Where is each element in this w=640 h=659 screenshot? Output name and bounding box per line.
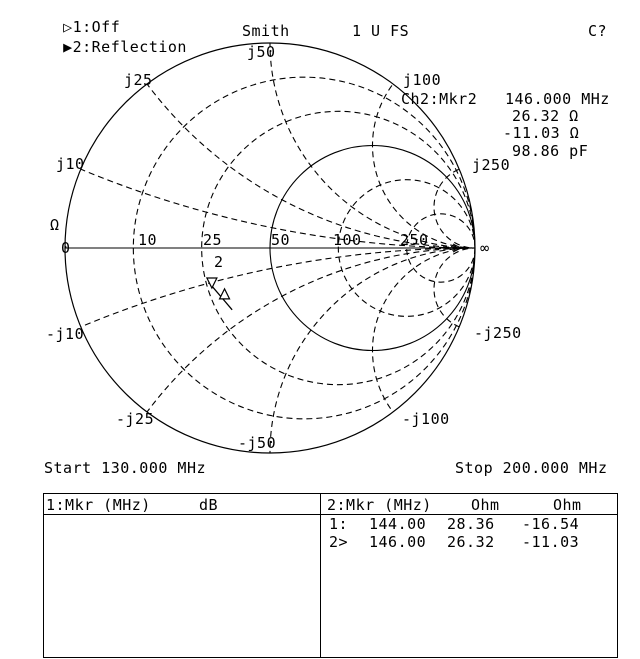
format-label: Smith (242, 22, 290, 40)
cal-status: C? (588, 22, 608, 40)
table-column-divider (320, 493, 321, 658)
row-reactance: -11.03 (522, 533, 580, 551)
r-label-250: 250 (400, 231, 429, 249)
r-label-0: 0 (61, 239, 71, 257)
row-marker-id: 2> (329, 533, 349, 551)
scale-label: 1 U FS (352, 22, 410, 40)
readout-capacitance: 98.86 pF (512, 142, 589, 160)
r-label-10: 10 (138, 231, 158, 249)
r-label-50: 50 (271, 231, 291, 249)
x-label-neg-j100: -j100 (402, 410, 450, 428)
table-right-marker-header: 2:Mkr (MHz) (327, 496, 432, 514)
x-label-j25: j25 (124, 71, 153, 89)
r-label-25: 25 (203, 231, 223, 249)
readout-frequency: 146.000 MHz (505, 90, 610, 108)
readout-reactance: -11.03 Ω (503, 124, 580, 142)
x-label-j50: j50 (247, 43, 276, 61)
row-frequency: 146.00 (369, 533, 427, 551)
marker-2-label: 2 (214, 253, 224, 271)
x-label-j100: j100 (403, 71, 442, 89)
readout-title: Ch2:Mkr2 (401, 90, 478, 108)
x-label-neg-j10: -j10 (46, 325, 85, 343)
reactance-arc-50 (270, 0, 640, 248)
row-resistance: 26.32 (447, 533, 495, 551)
readout-resistance: 26.32 Ω (512, 107, 579, 125)
ch2-marker-icon: ▶ (63, 38, 73, 56)
x-label-j10: j10 (56, 155, 85, 173)
ch2-status: 2:Reflection (72, 38, 187, 56)
r-label-100: 100 (333, 231, 362, 249)
table-left-unit-header: dB (199, 496, 219, 514)
table-right-unit2-header: Ohm (553, 496, 582, 514)
x-label-neg-j250: -j250 (474, 324, 522, 342)
row-resistance: 28.36 (447, 515, 495, 533)
marker-1-icon (220, 289, 230, 299)
row-reactance: -16.54 (522, 515, 580, 533)
x-label-j250: j250 (472, 156, 511, 174)
table-right-unit1-header: Ohm (471, 496, 500, 514)
sweep-start: Start 130.000 MHz (44, 459, 207, 477)
ch1-marker-icon: ▷ (63, 18, 73, 36)
axis-unit-label: Ω (50, 216, 60, 234)
table-left-marker-header: 1:Mkr (MHz) (46, 496, 151, 514)
x-label-neg-j25: -j25 (116, 410, 155, 428)
ch1-status: 1:Off (72, 18, 121, 36)
row-frequency: 144.00 (369, 515, 427, 533)
sweep-stop: Stop 200.000 MHz (455, 459, 608, 477)
infinity-label: ∞ (480, 239, 490, 257)
x-label-neg-j50: -j50 (238, 434, 277, 452)
row-marker-id: 1: (329, 515, 349, 533)
